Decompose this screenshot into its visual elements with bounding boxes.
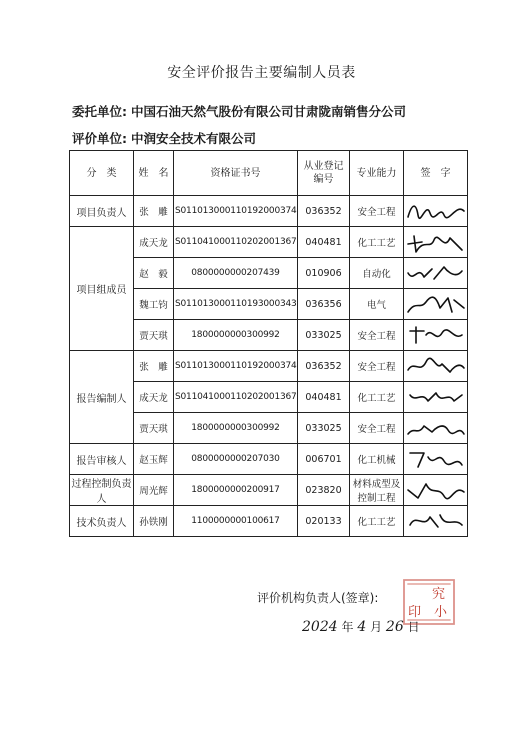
name-cell: 周光辉: [134, 475, 174, 506]
name-cell: 赵 毅: [134, 258, 174, 289]
name-cell: 贾天琪: [134, 320, 174, 351]
evaluator-label: 评价单位:: [72, 131, 127, 146]
cert-cell: 0800000000207439: [174, 258, 298, 289]
skill-cell: 电气: [350, 289, 404, 320]
skill-cell: 自动化: [350, 258, 404, 289]
date-year: 2024: [302, 619, 338, 635]
document-title: 安全评价报告主要编制人员表: [167, 65, 356, 81]
signature-cell: [404, 475, 468, 506]
name-cell: 赵玉辉: [134, 444, 174, 475]
signature-cell: [404, 506, 468, 537]
date-month: 4: [357, 619, 367, 635]
name-cell: 魏工钧: [134, 289, 174, 320]
signature-cell: [404, 413, 468, 444]
table-row: [70, 444, 468, 475]
cert-cell: S011041000110202001367: [174, 382, 298, 413]
table-row: [70, 475, 468, 506]
header-reg-line1: 从业登记: [303, 161, 344, 172]
signature-cell: [404, 444, 468, 475]
reg-number-cell: 033025: [298, 320, 350, 351]
reg-number-cell: 036352: [298, 351, 350, 382]
skill-cell: 安全工程: [350, 351, 404, 382]
name-cell: 张 雕: [134, 351, 174, 382]
name-cell: 贾天琪: [134, 413, 174, 444]
reg-number-cell: 010906: [298, 258, 350, 289]
handwritten-signature: [404, 383, 468, 411]
handwritten-signature: [404, 321, 468, 349]
name-cell: 孙铁刚: [134, 506, 174, 537]
cert-cell: S011013000110192000374: [174, 351, 298, 382]
handwritten-signature: [404, 414, 468, 442]
signature-cell: [404, 382, 468, 413]
handwritten-signature: [404, 352, 468, 380]
date-month-unit: 月: [370, 620, 383, 634]
reg-number-cell: 033025: [298, 413, 350, 444]
skill-cell: 安全工程: [350, 320, 404, 351]
role-cell: 项目负责人: [70, 196, 134, 227]
handwritten-signature: [404, 290, 468, 318]
signature-cell: [404, 227, 468, 258]
header-reg-line2: 编号: [313, 174, 334, 185]
skill-cell: 安全工程: [350, 196, 404, 227]
table-row: [70, 351, 468, 382]
header-skill: 专业能力: [350, 151, 404, 196]
skill-cell: 安全工程: [350, 413, 404, 444]
handwritten-signature: [404, 507, 468, 535]
role-cell: 过程控制负责人: [70, 475, 134, 506]
table-row: [70, 227, 468, 258]
evaluator-line: [72, 129, 256, 147]
reg-number-cell: 040481: [298, 382, 350, 413]
agency-head-label: 评价机构负责人(签章):: [257, 591, 379, 605]
date-day-unit: 日: [407, 620, 420, 634]
reg-number-cell: 006701: [298, 444, 350, 475]
header-reg: [298, 151, 350, 196]
name-cell: 张 雕: [134, 196, 174, 227]
skill-cell: 材料成型及控制工程: [350, 475, 404, 506]
role-cell: 项目组成员: [70, 227, 134, 351]
header-category: 分 类: [70, 151, 134, 196]
signature-cell: [404, 289, 468, 320]
header-name: 姓 名: [134, 151, 174, 196]
name-cell: 成天龙: [134, 227, 174, 258]
role-cell: 技术负责人: [70, 506, 134, 537]
staff-table-body: [70, 196, 468, 537]
entrust-label: 委托单位:: [72, 104, 127, 119]
date-day: 26: [385, 619, 404, 635]
handwritten-signature: [404, 259, 468, 287]
skill-cell: 化工工艺: [350, 227, 404, 258]
handwritten-signature: [404, 445, 468, 473]
stamp-glyph-right: 小: [434, 605, 448, 620]
cert-cell: 0800000000207030: [174, 444, 298, 475]
handwritten-signature: [404, 228, 468, 256]
role-cell: 报告编制人: [70, 351, 134, 444]
header-cert: 资格证书号: [174, 151, 298, 196]
reg-number-cell: 020133: [298, 506, 350, 537]
signature-cell: [404, 351, 468, 382]
cert-cell: 1800000000300992: [174, 413, 298, 444]
skill-cell: 化工机械: [350, 444, 404, 475]
table-row: [70, 196, 468, 227]
handwritten-signature: [404, 476, 468, 504]
role-cell: 报告审核人: [70, 444, 134, 475]
stamp-glyph-left: 印: [408, 605, 422, 620]
agency-seal-stamp: [398, 574, 460, 630]
reg-number-cell: 036356: [298, 289, 350, 320]
signature-cell: [404, 258, 468, 289]
staff-table: [69, 150, 468, 537]
cert-cell: S011013000110193000343: [174, 289, 298, 320]
table-header-row: [70, 151, 468, 196]
reg-number-cell: 040481: [298, 227, 350, 258]
entrust-line: [72, 102, 406, 120]
stamp-glyph-top: 究: [432, 587, 446, 602]
cert-cell: S011041000110202001367: [174, 227, 298, 258]
skill-cell: 化工工艺: [350, 382, 404, 413]
signature-cell: [404, 320, 468, 351]
entrust-value: 中国石油天然气股份有限公司甘肃陇南销售分公司: [130, 104, 406, 119]
reg-number-cell: 023820: [298, 475, 350, 506]
name-cell: 成天龙: [134, 382, 174, 413]
cert-cell: 1800000000200917: [174, 475, 298, 506]
cert-cell: 1100000000100617: [174, 506, 298, 537]
date-year-unit: 年: [341, 620, 354, 634]
cert-cell: 1800000000300992: [174, 320, 298, 351]
signature-cell: [404, 196, 468, 227]
reg-number-cell: 036352: [298, 196, 350, 227]
skill-cell: 化工工艺: [350, 506, 404, 537]
handwritten-signature: [404, 197, 468, 225]
cert-cell: S011013000110192000374: [174, 196, 298, 227]
table-row: [70, 506, 468, 537]
header-signature: 签 字: [404, 151, 468, 196]
evaluator-value: 中润安全技术有限公司: [130, 131, 256, 146]
